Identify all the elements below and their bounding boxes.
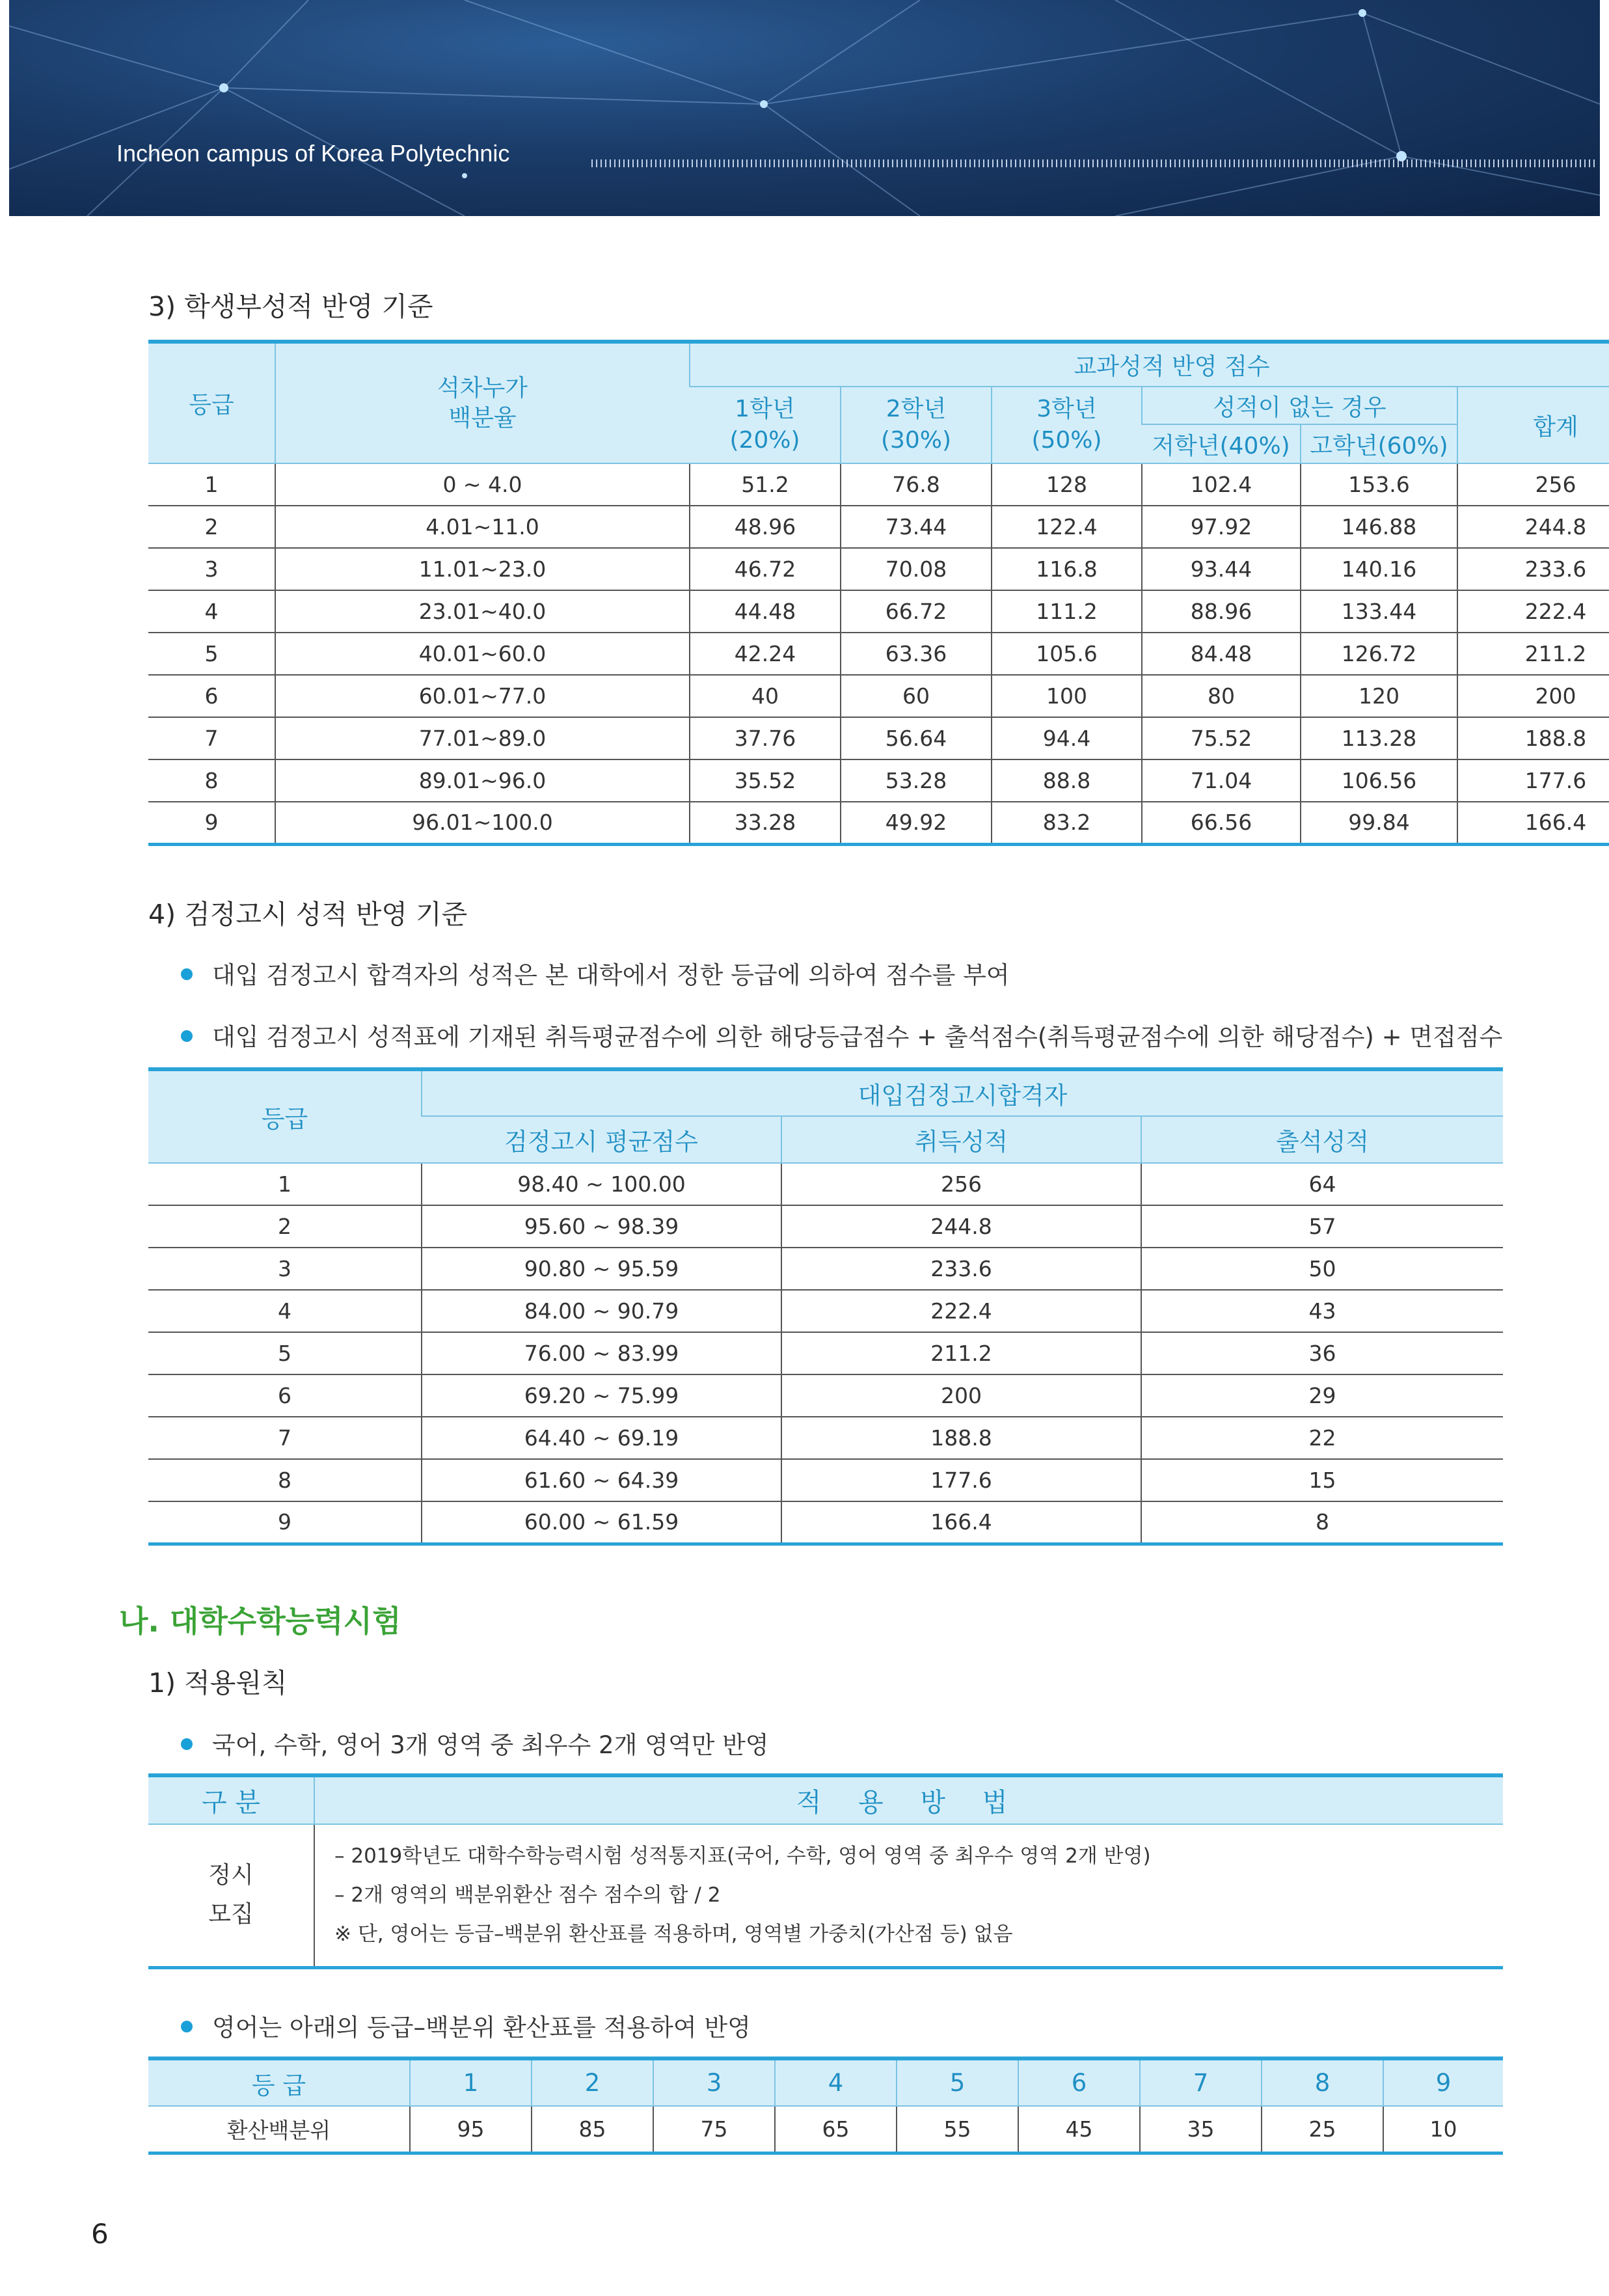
percentile-cell: 55: [897, 2106, 1018, 2153]
cell: 188.8: [781, 1417, 1141, 1459]
percentile-cell: 95: [410, 2106, 532, 2153]
cell: 6: [148, 1374, 422, 1417]
method-line: – 2개 영역의 백분위환산 점수 점수의 합 / 2: [334, 1883, 721, 1907]
percentile-cell: 75: [653, 2106, 775, 2153]
bullet-text: 대입 검정고시 성적표에 기재된 취득평균점수에 의한 해당등급점수 + 출석점수(취득평균점수에 의한 해당점수) + 면접점수: [212, 1023, 1503, 1051]
grade-cell: 5: [897, 2058, 1018, 2106]
cell: 233.6: [781, 1248, 1141, 1290]
table-row: [148, 1205, 1503, 1248]
group-no-grade: 성적이 없는 경우: [1142, 387, 1457, 424]
method-line: – 2019학년도 대학수학능력시험 성적통지표(국어, 수학, 영어 영역 중 최우수 영역 2개 반영): [334, 1844, 1151, 1868]
campus-title: Incheon campus of Korea Polytechnic: [116, 140, 510, 167]
col-percentile: 석차누가 백분율: [275, 342, 690, 463]
bullet-text: 국어, 수학, 영어 3개 영역 중 최우수 2개 영역만 반영: [212, 1731, 769, 1759]
col-total: 합계: [1457, 387, 1609, 463]
method-description: [314, 1824, 1503, 1967]
cell: 7: [148, 717, 275, 759]
table-row: [148, 548, 1609, 590]
cell: 48.96: [690, 506, 841, 548]
table-row: [148, 463, 1609, 506]
cell: 96.01~100.0: [275, 802, 690, 844]
cell: 128: [992, 463, 1142, 506]
cell: 111.2: [992, 590, 1142, 633]
table-row: [148, 1248, 1503, 1290]
bullet-text: 영어는 아래의 등급–백분위 환산표를 적용하여 반영: [212, 2014, 751, 2042]
cell: 153.6: [1301, 463, 1457, 506]
bullet-icon: [181, 2021, 193, 2032]
cell: 0 ~ 4.0: [275, 463, 690, 506]
col-average-score: 검정고시 평균점수: [422, 1116, 781, 1163]
col-high-year: 고학년(60%): [1301, 424, 1457, 463]
cell: 95.60 ~ 98.39: [422, 1205, 781, 1248]
cell: 105.6: [992, 633, 1142, 675]
col-year2: 2학년 (30%): [841, 387, 992, 463]
type-regular-admission: 정시 모집: [148, 1824, 314, 1967]
cell: 100: [992, 675, 1142, 717]
cell: 60.00 ~ 61.59: [422, 1501, 781, 1544]
cell: 9: [148, 802, 275, 844]
cell: 23.01~40.0: [275, 590, 690, 633]
cell: 66.56: [1142, 802, 1301, 844]
method-line: ※ 단, 영어는 등급–백분위 환산표를 적용하며, 영역별 가중치(가산점 등) 없음: [334, 1922, 1013, 1947]
percentile-cell: 35: [1140, 2106, 1262, 2153]
subsection-principle-heading: 1) 적용원칙: [148, 1667, 288, 1699]
table-row: [148, 1417, 1503, 1459]
section-csat-heading: 나. 대학수학능력시험: [119, 1604, 401, 1639]
cell: 177.6: [781, 1459, 1141, 1501]
col-year3: 3학년 (50%): [992, 387, 1142, 463]
table-row: [148, 633, 1609, 675]
cell: 60.01~77.0: [275, 675, 690, 717]
grade-cell: 2: [532, 2058, 653, 2106]
cell: 97.92: [1142, 506, 1301, 548]
bullet-text: 대입 검정고시 합격자의 성적은 본 대학에서 정한 등급에 의하여 점수를 부여: [212, 961, 1010, 989]
percentile-cell: 65: [775, 2106, 897, 2153]
cell: 7: [148, 1417, 422, 1459]
cell: 3: [148, 1248, 422, 1290]
group-ged-passers: 대입검정고시합격자: [422, 1069, 1503, 1116]
grade-cell: 4: [775, 2058, 897, 2106]
cell: 69.20 ~ 75.99: [422, 1374, 781, 1417]
cell: 88.96: [1142, 590, 1301, 633]
cell: 88.8: [992, 759, 1142, 802]
cell: 200: [781, 1374, 1141, 1417]
cell: 64.40 ~ 69.19: [422, 1417, 781, 1459]
cell: 166.4: [1457, 802, 1609, 844]
table-row: [148, 1163, 1503, 1205]
ged-score-table: [148, 1067, 1503, 1546]
cell: 222.4: [781, 1290, 1141, 1332]
table-row: [148, 506, 1609, 548]
cell: 33.28: [690, 802, 841, 844]
table-row: [148, 1290, 1503, 1332]
table-row: [148, 717, 1609, 759]
col-type: 구 분: [148, 1775, 314, 1824]
cell: 200: [1457, 675, 1609, 717]
row-label-percentile: 환산백분위: [148, 2106, 410, 2153]
grade-cell: 7: [1140, 2058, 1262, 2106]
grade-cell: 8: [1262, 2058, 1383, 2106]
col-low-year: 저학년(40%): [1142, 424, 1301, 463]
col-attendance-score: 출석성적: [1141, 1116, 1503, 1163]
cell: 140.16: [1301, 548, 1457, 590]
cell: 49.92: [841, 802, 992, 844]
grade-cell: 3: [653, 2058, 775, 2106]
col-acquired-score: 취득성적: [781, 1116, 1141, 1163]
cell: 77.01~89.0: [275, 717, 690, 759]
section4-heading: 4) 검정고시 성적 반영 기준: [148, 899, 468, 930]
table-row: [148, 802, 1609, 844]
cell: 8: [148, 759, 275, 802]
cell: 211.2: [1457, 633, 1609, 675]
cell: 120: [1301, 675, 1457, 717]
table-row: [148, 2106, 1503, 2153]
table-row: [148, 1459, 1503, 1501]
cell: 37.76: [690, 717, 841, 759]
cell: 93.44: [1142, 548, 1301, 590]
col-method: 적 용 방 법: [314, 1775, 1503, 1824]
cell: 126.72: [1301, 633, 1457, 675]
cell: 15: [1141, 1459, 1503, 1501]
cell: 1: [148, 463, 275, 506]
cell: 61.60 ~ 64.39: [422, 1459, 781, 1501]
cell: 35.52: [690, 759, 841, 802]
table-row: [148, 675, 1609, 717]
cell: 106.56: [1301, 759, 1457, 802]
group-subject-score: 교과성적 반영 점수: [690, 342, 1609, 387]
grade-cell: 6: [1018, 2058, 1140, 2106]
col-year1: 1학년 (20%): [690, 387, 841, 463]
table-row: [148, 759, 1609, 802]
cell: 76.8: [841, 463, 992, 506]
cell: 51.2: [690, 463, 841, 506]
cell: 116.8: [992, 548, 1142, 590]
cell: 11.01~23.0: [275, 548, 690, 590]
cell: 211.2: [781, 1332, 1141, 1374]
cell: 133.44: [1301, 590, 1457, 633]
bullet-item: [181, 2008, 751, 2043]
cell: 83.2: [992, 802, 1142, 844]
cell: 2: [148, 506, 275, 548]
cell: 64: [1141, 1163, 1503, 1205]
cell: 71.04: [1142, 759, 1301, 802]
cell: 98.40 ~ 100.00: [422, 1163, 781, 1205]
cell: 9: [148, 1501, 422, 1544]
page-number: 6: [91, 2218, 109, 2250]
cell: 6: [148, 675, 275, 717]
cell: 84.48: [1142, 633, 1301, 675]
table-row: [148, 590, 1609, 633]
grade-cell: 1: [410, 2058, 532, 2106]
cell: 89.01~96.0: [275, 759, 690, 802]
cell: 57: [1141, 1205, 1503, 1248]
section3-heading: 3) 학생부성적 반영 기준: [148, 291, 433, 322]
decorative-dash-rule: [591, 159, 1597, 167]
cell: 56.64: [841, 717, 992, 759]
english-conversion-table: [148, 2057, 1503, 2155]
cell: 4.01~11.0: [275, 506, 690, 548]
cell: 256: [1457, 463, 1609, 506]
cell: 46.72: [690, 548, 841, 590]
cell: 222.4: [1457, 590, 1609, 633]
percentile-cell: 45: [1018, 2106, 1140, 2153]
cell: 1: [148, 1163, 422, 1205]
cell: 50: [1141, 1248, 1503, 1290]
cell: 70.08: [841, 548, 992, 590]
grade-cell: 9: [1383, 2058, 1503, 2106]
col-grade: 등급: [148, 1069, 422, 1163]
cell: 66.72: [841, 590, 992, 633]
bullet-icon: [181, 968, 193, 980]
network-lines-graphic: [9, 0, 1600, 216]
cell: 73.44: [841, 506, 992, 548]
cell: 44.48: [690, 590, 841, 633]
bullet-item: [181, 955, 1010, 991]
school-record-table: [148, 340, 1609, 846]
cell: 75.52: [1142, 717, 1301, 759]
col-grade: 등급: [148, 342, 275, 463]
bullet-item: [181, 1017, 1502, 1052]
cell: 84.00 ~ 90.79: [422, 1290, 781, 1332]
bullet-icon: [181, 1738, 193, 1750]
cell: 188.8: [1457, 717, 1609, 759]
cell: 244.8: [781, 1205, 1141, 1248]
table-row: [148, 1374, 1503, 1417]
row-label-grade: 등 급: [148, 2058, 410, 2106]
bullet-icon: [181, 1030, 193, 1042]
cell: 40.01~60.0: [275, 633, 690, 675]
cell: 244.8: [1457, 506, 1609, 548]
cell: 102.4: [1142, 463, 1301, 506]
cell: 166.4: [781, 1501, 1141, 1544]
cell: 53.28: [841, 759, 992, 802]
cell: 122.4: [992, 506, 1142, 548]
cell: 76.00 ~ 83.99: [422, 1332, 781, 1374]
cell: 43: [1141, 1290, 1503, 1332]
cell: 5: [148, 1332, 422, 1374]
csat-method-table: [148, 1773, 1503, 1969]
cell: 8: [1141, 1501, 1503, 1544]
bullet-item: [181, 1725, 769, 1760]
cell: 63.36: [841, 633, 992, 675]
table-row: [148, 1332, 1503, 1374]
cell: 94.4: [992, 717, 1142, 759]
cell: 90.80 ~ 95.59: [422, 1248, 781, 1290]
cell: 3: [148, 548, 275, 590]
percentile-cell: 25: [1262, 2106, 1383, 2153]
cell: 177.6: [1457, 759, 1609, 802]
cell: 60: [841, 675, 992, 717]
cell: 5: [148, 633, 275, 675]
cell: 40: [690, 675, 841, 717]
cell: 42.24: [690, 633, 841, 675]
cell: 2: [148, 1205, 422, 1248]
cell: 256: [781, 1163, 1141, 1205]
cell: 4: [148, 1290, 422, 1332]
percentile-cell: 10: [1383, 2106, 1503, 2153]
cell: 80: [1142, 675, 1301, 717]
cell: 99.84: [1301, 802, 1457, 844]
percentile-cell: 85: [532, 2106, 653, 2153]
cell: 113.28: [1301, 717, 1457, 759]
cell: 36: [1141, 1332, 1503, 1374]
cell: 22: [1141, 1417, 1503, 1459]
table-row: [148, 1501, 1503, 1544]
cell: 4: [148, 590, 275, 633]
cell: 233.6: [1457, 548, 1609, 590]
cell: 29: [1141, 1374, 1503, 1417]
cell: 146.88: [1301, 506, 1457, 548]
header-banner: [9, 0, 1600, 216]
cell: 8: [148, 1459, 422, 1501]
